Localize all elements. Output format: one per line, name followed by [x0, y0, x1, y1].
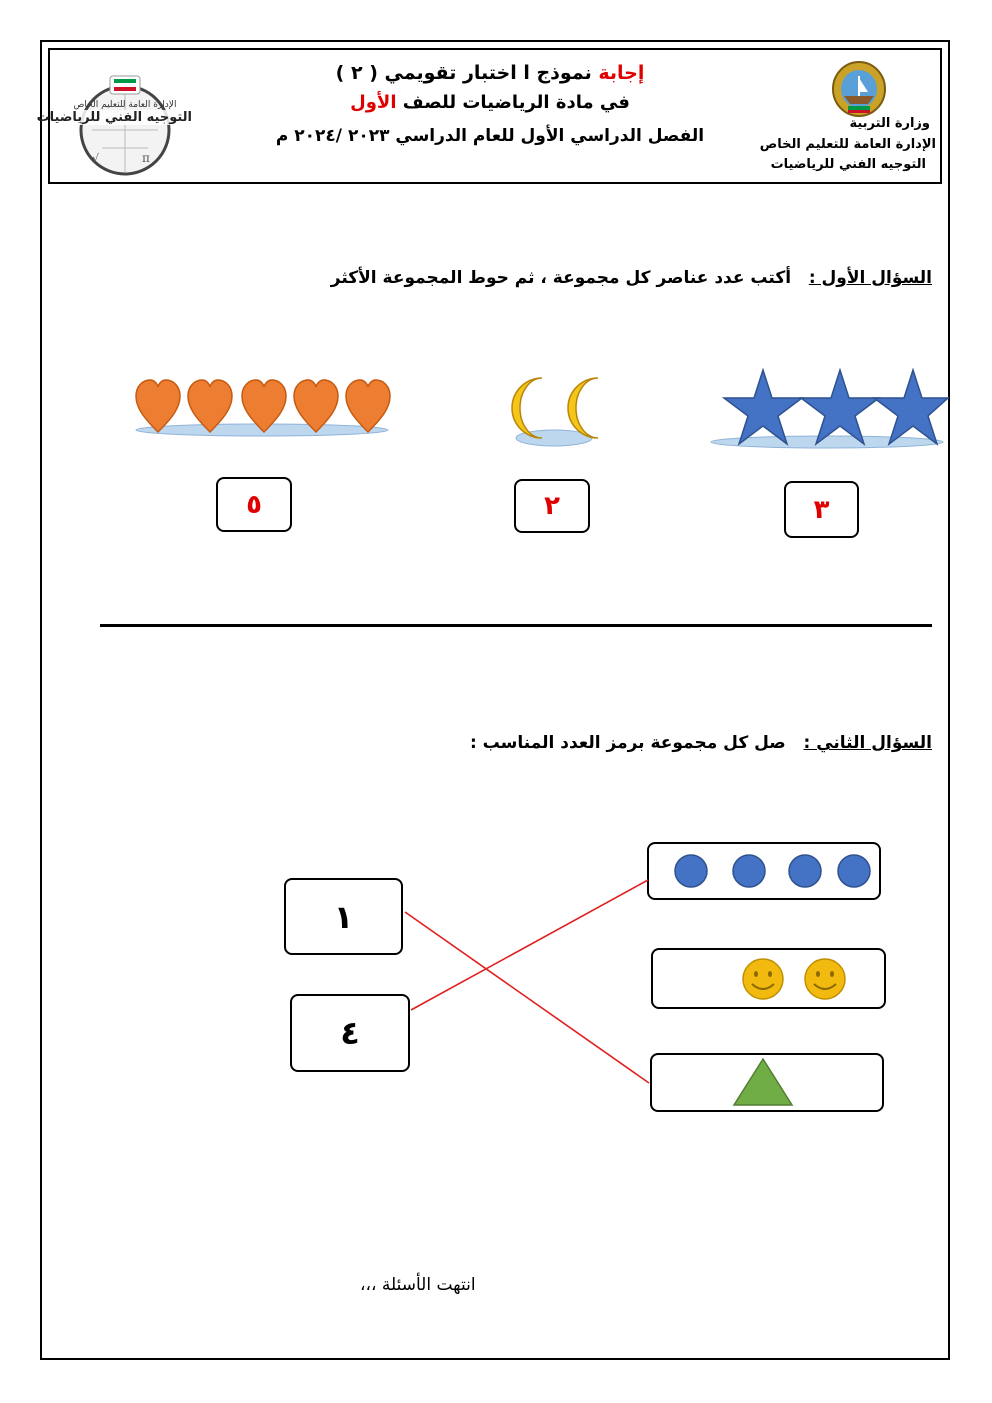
svg-text:π: π [142, 151, 150, 165]
question2-label: السؤال الثاني : [803, 733, 932, 753]
smiley-1 [743, 959, 783, 999]
circle-2 [733, 855, 765, 887]
logo-text-small: الإدارة العامة للتعليم الخاص [73, 100, 177, 110]
question1-text: أكتب عدد عناصر كل مجموعة ، ثم حوط المجموعة الأكثر [330, 268, 792, 288]
number-box-one[interactable]: ١ [284, 878, 403, 955]
ministry-line-2: الإدارة العامة للتعليم الخاص [759, 137, 936, 152]
exam-title [250, 62, 730, 84]
svg-text:√: √ [92, 152, 100, 165]
moon-1 [512, 378, 542, 438]
answer-box-stars[interactable]: ٣ [784, 481, 859, 538]
circle-4 [838, 855, 870, 887]
answer-box-hearts[interactable]: ٥ [216, 477, 292, 532]
heart-1 [136, 380, 180, 432]
subtitle-grade: الأول [350, 92, 397, 113]
title-answer-word: إجابة [598, 62, 645, 84]
hearts-group [132, 378, 394, 444]
page-frame [36, 40, 950, 1360]
exam-subtitle [250, 92, 730, 113]
circle-3 [789, 855, 821, 887]
triangle-1 [734, 1059, 792, 1105]
stars-group [706, 366, 950, 452]
triangle-group [652, 1055, 882, 1110]
ministry-line-3: التوجيه الفني للرياضيات [770, 157, 926, 172]
section-divider [100, 624, 932, 627]
circles-group [649, 844, 879, 898]
moon-2 [568, 378, 598, 438]
subtitle-main: في مادة الرياضيات للصف [402, 92, 630, 113]
end-of-questions: انتهت الأسئلة ،،، [360, 1275, 476, 1295]
number-box-four[interactable]: ٤ [290, 994, 410, 1072]
answer-box-moons[interactable]: ٢ [514, 479, 590, 533]
moons-group [498, 374, 608, 448]
smileys-group [653, 950, 884, 1007]
star-1 [724, 370, 802, 444]
term-line: الفصل الدراسي الأول للعام الدراسي ٢٠٢٣ /٢٠٢٤ م [275, 126, 705, 146]
smiley-2 [805, 959, 845, 999]
smileys-group-box[interactable] [651, 948, 886, 1009]
kuwait-emblem [828, 58, 890, 118]
logo-text-large: التوجيه الفني للرياضيات [36, 110, 192, 125]
question2-text: صل كل مجموعة برمز العدد المناسب : [469, 733, 786, 753]
question2-line [470, 733, 932, 753]
star-3 [874, 370, 948, 444]
title-main: نموذج ا اختبار تقويمي ( ٢ ) [335, 62, 592, 84]
star-2 [801, 370, 879, 444]
triangle-group-box[interactable] [650, 1053, 884, 1112]
ministry-line-1: وزارة التربية [849, 116, 930, 131]
question1-label: السؤال الأول : [808, 268, 932, 288]
circles-group-box[interactable] [647, 842, 881, 900]
circle-1 [675, 855, 707, 887]
question1-line [331, 268, 932, 288]
heart-5 [346, 380, 390, 432]
